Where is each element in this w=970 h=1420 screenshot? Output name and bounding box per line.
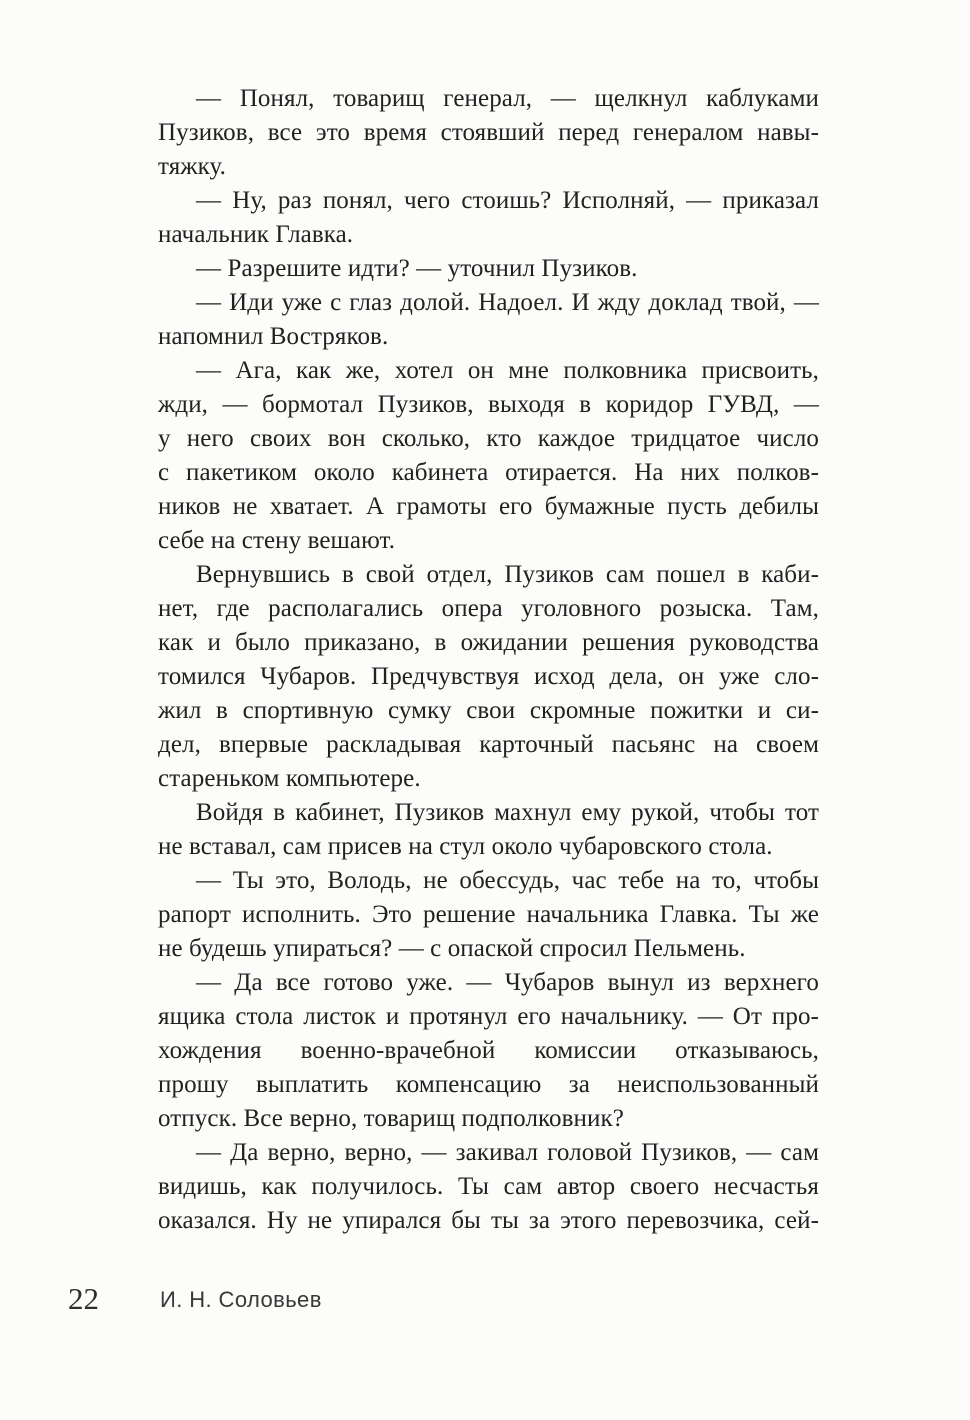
page-footer: [0, 1282, 970, 1322]
text-line: — Да верно, верно, — закивал головой Пузиков, — сам: [196, 1139, 819, 1166]
text-line: Войдя в кабинет, Пузиков махнул ему рукой, чтобы тот: [196, 799, 819, 826]
text-line: дел, впервые раскладывая карточный пасьянс на своем: [158, 731, 819, 758]
text-line: жди, — бормотал Пузиков, выходя в коридор ГУВД, —: [158, 391, 819, 418]
text-line: у него своих вон сколько, кто каждое тридцатое число: [158, 425, 819, 452]
text-line: — Ты это, Володь, не обессудь, час тебе на то, чтобы: [196, 867, 819, 894]
text-line: отпуск. Все верно, товарищ подполковник?: [158, 1105, 624, 1132]
text-line: — Да все готово уже. — Чубаров вынул из верхнего: [196, 969, 819, 996]
text-line: тяжку.: [158, 153, 227, 180]
text-line: жил в спортивную сумку свои скромные пожитки и си-: [158, 697, 819, 724]
text-line: напомнил Востряков.: [158, 323, 389, 350]
text-line: прошу выплатить компенсацию за неиспользованный: [158, 1071, 819, 1098]
text-line: — Разрешите идти? — уточнил Пузиков.: [196, 255, 638, 282]
text-line: оказался. Ну не упирался бы ты за этого перевозчика, сей-: [158, 1207, 819, 1234]
text-line: как и было приказано, в ожидании решения руководства: [158, 629, 819, 656]
text-line: стареньком компьютере.: [158, 765, 421, 792]
running-title-author: И. Н. Соловьев: [160, 1287, 322, 1312]
text-line: не будешь упираться? — с опаской спросил Пельмень.: [158, 935, 746, 962]
text-line: — Ну, раз понял, чего стоишь? Исполняй, — приказал: [196, 187, 819, 214]
body-text: [158, 82, 819, 1238]
text-line: себе на стену вешают.: [158, 527, 396, 554]
page-number: 22: [68, 1281, 99, 1316]
text-line: нет, где располагались опера уголовного розыска. Там,: [158, 595, 819, 622]
text-line: начальник Главка.: [158, 221, 354, 248]
text-line: Вернувшись в свой отдел, Пузиков сам пошел в каби-: [196, 561, 819, 588]
text-line: — Ага, как же, хотел он мне полковника присвоить,: [196, 357, 819, 384]
text-line: видишь, как получилось. Ты сам автор своего несчастья: [158, 1173, 819, 1200]
text-line: — Иди уже с глаз долой. Надоел. И жду доклад твой, —: [196, 289, 819, 316]
text-line: хождения военно-врачебной комиссии отказываюсь,: [158, 1037, 819, 1064]
text-line: не вставал, сам присев на стул около чубаровского стола.: [158, 833, 773, 860]
text-line: с пакетиком около кабинета отирается. На них полков-: [158, 459, 819, 486]
text-line: Пузиков, все это время стоявший перед генералом навы-: [158, 119, 819, 146]
text-line: томился Чубаров. Предчувствуя исход дела, он уже сло-: [158, 663, 819, 690]
text-line: ящика стола листок и протянул его начальнику. — От про-: [158, 1003, 819, 1030]
text-line: ников не хватает. А грамоты его бумажные пусть дебилы: [158, 493, 819, 520]
text-line: — Понял, товарищ генерал, — щелкнул каблуками: [196, 85, 819, 112]
text-line: рапорт исполнить. Это решение начальника Главка. Ты же: [158, 901, 819, 928]
